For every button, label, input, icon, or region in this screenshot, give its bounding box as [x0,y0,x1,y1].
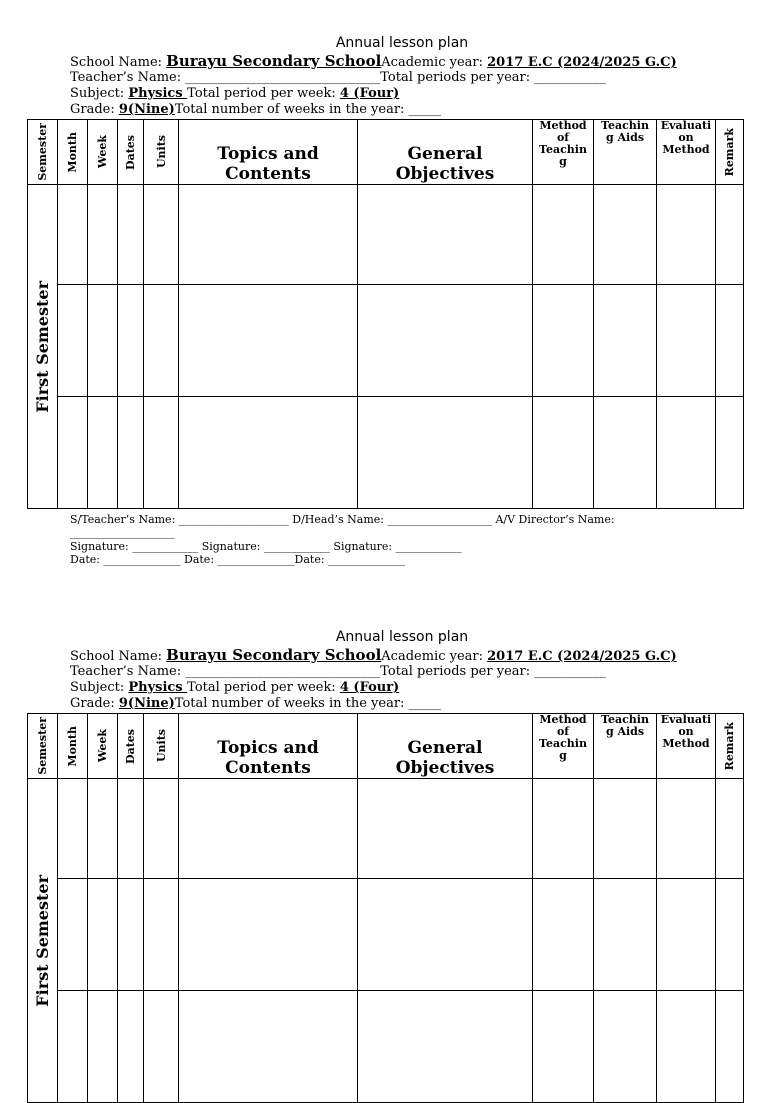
col-semester: Semester [28,714,58,779]
teacher-line [70,70,606,86]
col-aids: Teachin g Aids [594,120,657,185]
semester-cell: First Semester [28,185,58,509]
academic-year: 2017 E.C (2024/2025 G.C) [487,649,677,664]
col-topics: Topics and Contents [179,120,358,185]
total-periods-label: Total periods per year: ___________ [380,70,606,85]
col-evaluation: Evaluati on Method [657,120,716,185]
subject-line [70,680,399,696]
col-dates: Dates [118,714,144,779]
grade-line [70,102,441,118]
grade-label: Grade: [70,102,119,117]
col-month: Month [58,714,88,779]
school-line [70,53,677,71]
col-objectives: General Objectives [358,120,533,185]
col-units: Units [144,714,179,779]
col-remark: Remark [716,714,744,779]
period-week-value: 4 (Four) [339,86,400,101]
grade-value: 9(Nine) [118,696,175,711]
table-row [28,285,744,397]
col-method: Method of Teachin g [533,120,594,185]
grade-line [70,696,441,712]
academic-year: 2017 E.C (2024/2025 G.C) [487,55,677,70]
col-week: Week [88,120,118,185]
school-label: School Name: [70,55,167,70]
period-week-value: 4 (Four) [339,680,400,695]
academic-year-label: Academic year: [381,649,488,664]
table-row [28,779,744,879]
col-month: Month [58,120,88,185]
col-aids: Teachin g Aids [594,714,657,779]
subject-label: Subject: [70,86,129,101]
signature-names: S/Teacher’s Name: ____________________ D/Head’s Name: ___________________ A/V Director’s Name: ___________________ [70,513,615,539]
col-topics: Topics and Contents [179,714,358,779]
teacher-label: Teacher’s Name: ______________________________ [70,664,381,679]
table-row [28,185,744,285]
teacher-line [70,664,606,680]
signature-dates: Signature: ____________ Signature: ____________ Signature: ____________ Date: ______________ Date: ______________Date: ______________ [70,540,462,566]
school-line [70,647,677,665]
grade-value: 9(Nine) [118,102,175,117]
col-units: Units [144,120,179,185]
period-week-label: Total period per week: [187,680,340,695]
col-semester: Semester [28,120,58,185]
period-week-label: Total period per week: [187,86,340,101]
school-name: Burayu Secondary School [166,646,382,664]
teacher-label: Teacher’s Name: ______________________________ [70,70,381,85]
doc-title: Annual lesson plan [335,629,469,645]
school-name: Burayu Secondary School [166,52,382,70]
table-header-row [28,714,744,779]
doc-title: Annual lesson plan [335,35,469,51]
table-row [28,397,744,509]
weeks-label: Total number of weeks in the year: _____ [174,696,442,711]
subject-value: Physics [128,680,188,695]
total-periods-label: Total periods per year: ___________ [380,664,606,679]
lesson-plan-table [27,713,744,1103]
academic-year-label: Academic year: [381,55,488,70]
col-evaluation: Evaluati on Method [657,714,716,779]
table-row [28,991,744,1103]
col-method: Method of Teachin g [533,714,594,779]
school-label: School Name: [70,649,167,664]
subject-label: Subject: [70,680,129,695]
col-objectives: General Objectives [358,714,533,779]
col-remark: Remark [716,120,744,185]
grade-label: Grade: [70,696,119,711]
col-week: Week [88,714,118,779]
weeks-label: Total number of weeks in the year: _____ [174,102,442,117]
lesson-plan-table [27,119,744,509]
table-header-row [28,120,744,185]
col-dates: Dates [118,120,144,185]
table-row [28,879,744,991]
semester-cell: First Semester [28,779,58,1103]
subject-value: Physics [128,86,188,101]
subject-line [70,86,399,102]
